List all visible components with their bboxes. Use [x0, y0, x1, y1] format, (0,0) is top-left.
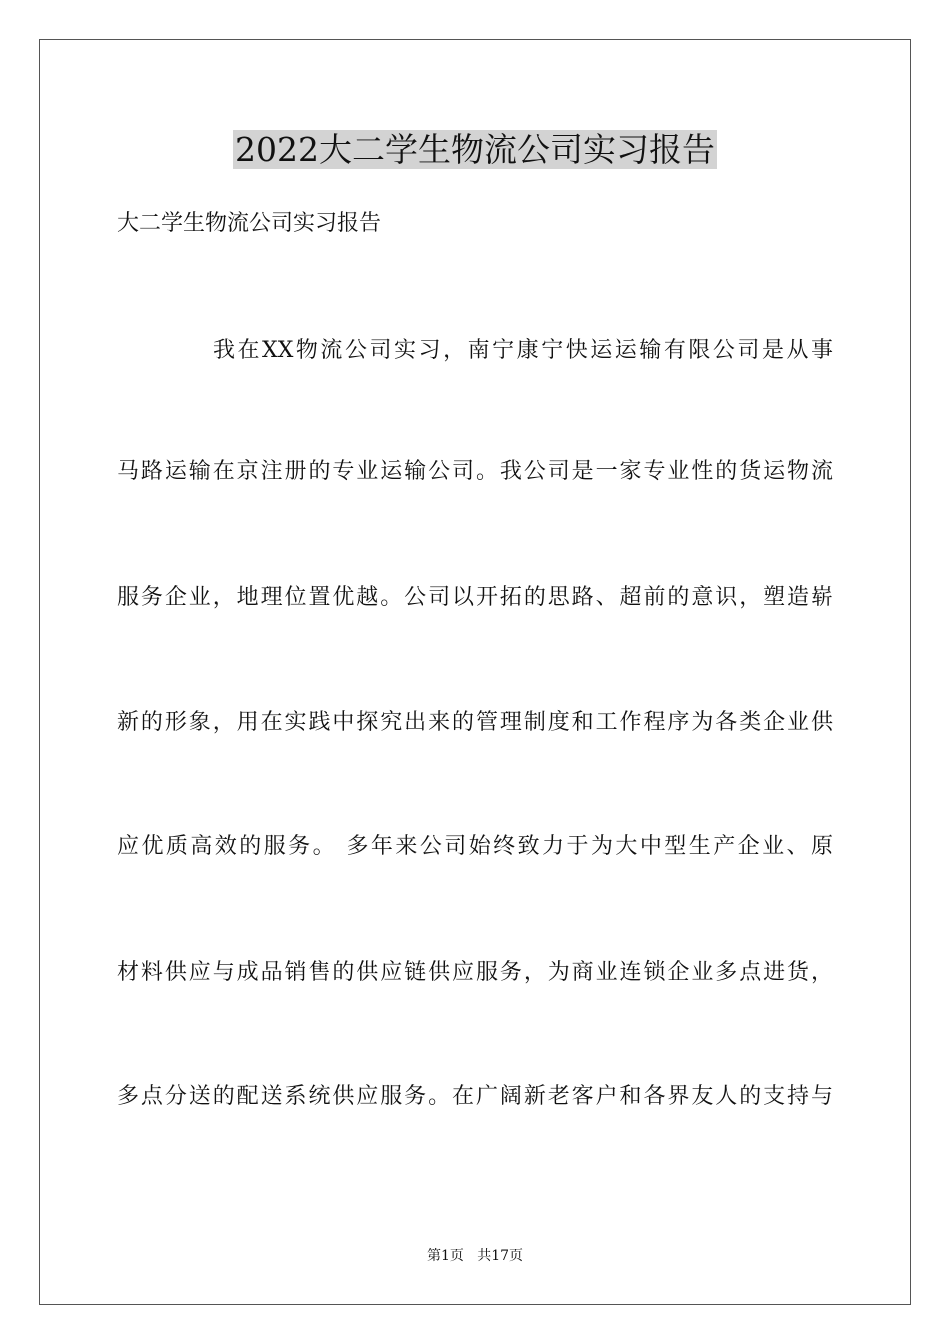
body-text-line: 我在XX物流公司实习，南宁康宁快运运输有限公司是从事: [213, 338, 833, 363]
body-text-line: 材料供应与成品销售的供应链供应服务，为商业连锁企业多点进货，: [117, 960, 833, 985]
page-footer: 第1页 共17页: [426, 1248, 524, 1264]
body-text-line: 新的形象，用在实践中探究出来的管理制度和工作程序为各类企业供: [117, 710, 833, 735]
body-text-line: 服务企业，地理位置优越。公司以开拓的思路、超前的意识，塑造崭: [117, 585, 833, 610]
body-text-line: 应优质高效的服务。 多年来公司始终致力于为大中型生产企业、原: [117, 834, 833, 859]
body-text-line: 多点分送的配送系统供应服务。在广阔新老客户和各界友人的支持与: [117, 1084, 833, 1109]
document-title-text: 2022大二学生物流公司实习报告: [235, 130, 715, 169]
body-text-line: 马路运输在京注册的专业运输公司。我公司是一家专业性的货运物流: [117, 459, 833, 484]
document-title: [0, 128, 950, 172]
document-subtitle: 大二学生物流公司实习报告: [117, 211, 382, 236]
